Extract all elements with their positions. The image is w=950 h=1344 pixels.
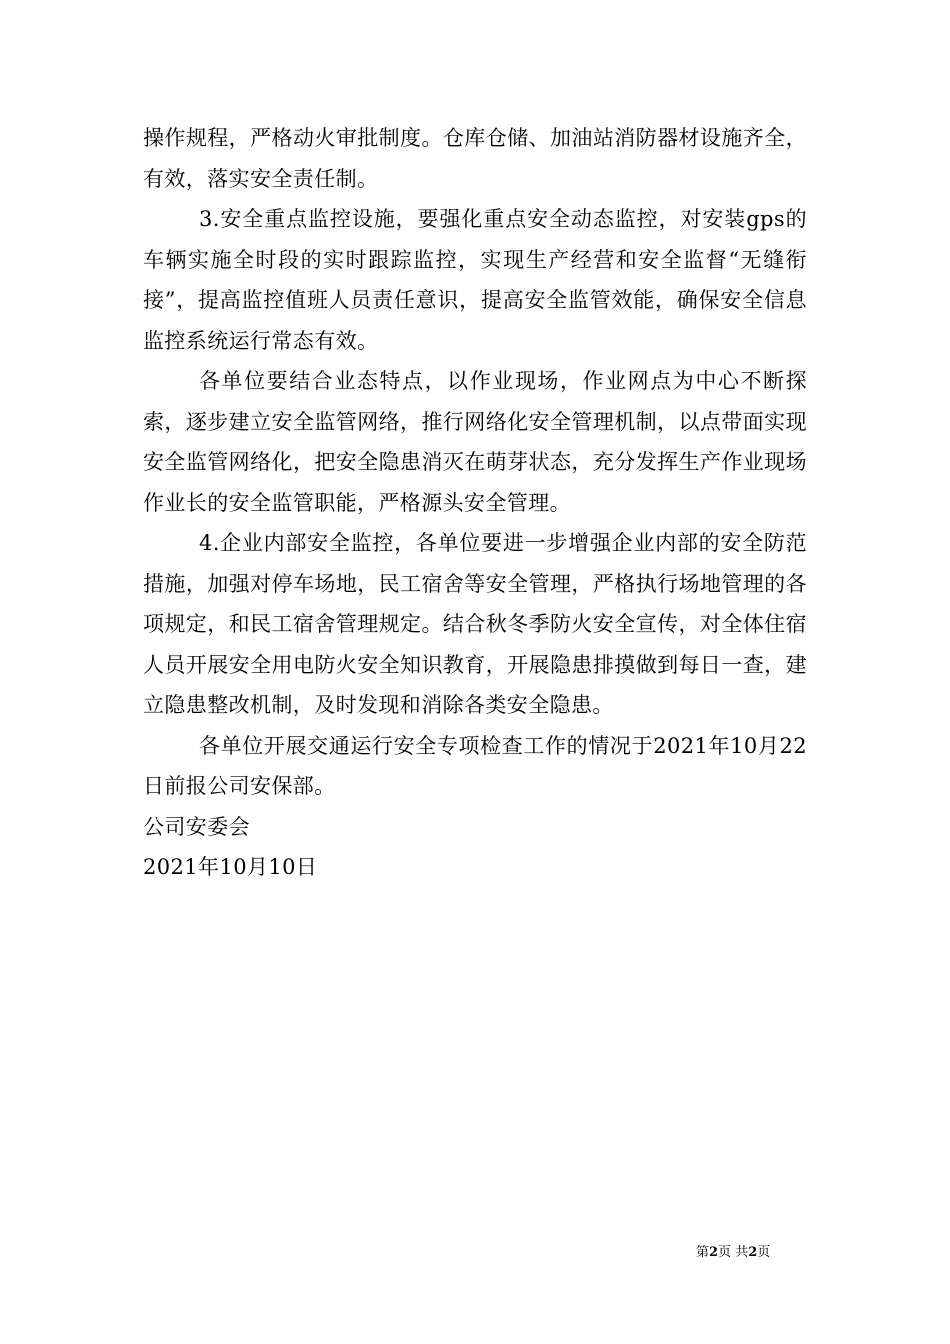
paragraph-item-4: 4.企业内部安全监控，各单位要进一步增强企业内部的安全防范措施，加强对停车场地，民工宿舍等安全管理，严格执行场地管理的各项规定，和民工宿舍管理规定。结合秋冬季防火安全宣传，对全体住宿人员开展安全用电防火安全知识教育，开展隐患排摸做到每日一查，建立隐患整改机制，及时发现和消除各类安全隐患。 [143,531,807,717]
page-number-footer [696,1245,770,1261]
footer-suffix: 页 [757,1245,771,1260]
footer-middle: 页 共 [718,1245,749,1260]
paragraph-report-deadline: 各单位开展交通运行安全专项检查工作的情况于2021年10月22日前报公司安保部。 [143,733,807,798]
signature-date: 2021年10月10日 [143,855,318,879]
footer-total-pages: 2 [748,1245,758,1260]
paragraph-item-3: 3.安全重点监控设施，要强化重点安全动态监控，对安装gps的车辆实施全时段的实时跟踪监控，实现生产经营和安全监督“无缝衔接”，提高监控值班人员责任意识，提高安全监管效能，确保安全信息监控系统运行常态有效。 [143,207,807,353]
footer-prefix: 第 [696,1245,710,1260]
document-body [143,118,807,888]
signature-organization: 公司安委会 [143,814,250,839]
paragraph-continuation: 操作规程，严格动火审批制度。仓库仓储、加油站消防器材设施齐全，有效，落实安全责任制。 [143,126,807,191]
paragraph-network: 各单位要结合业态特点，以作业现场，作业网点为中心不断探索，逐步建立安全监管网络，推行网络化安全管理机制，以点带面实现安全监管网络化，把安全隐患消灭在萌芽状态，充分发挥生产作业现场作业长的安全监管职能，严格源头安全管理。 [143,369,807,515]
footer-current-page: 2 [709,1245,719,1260]
